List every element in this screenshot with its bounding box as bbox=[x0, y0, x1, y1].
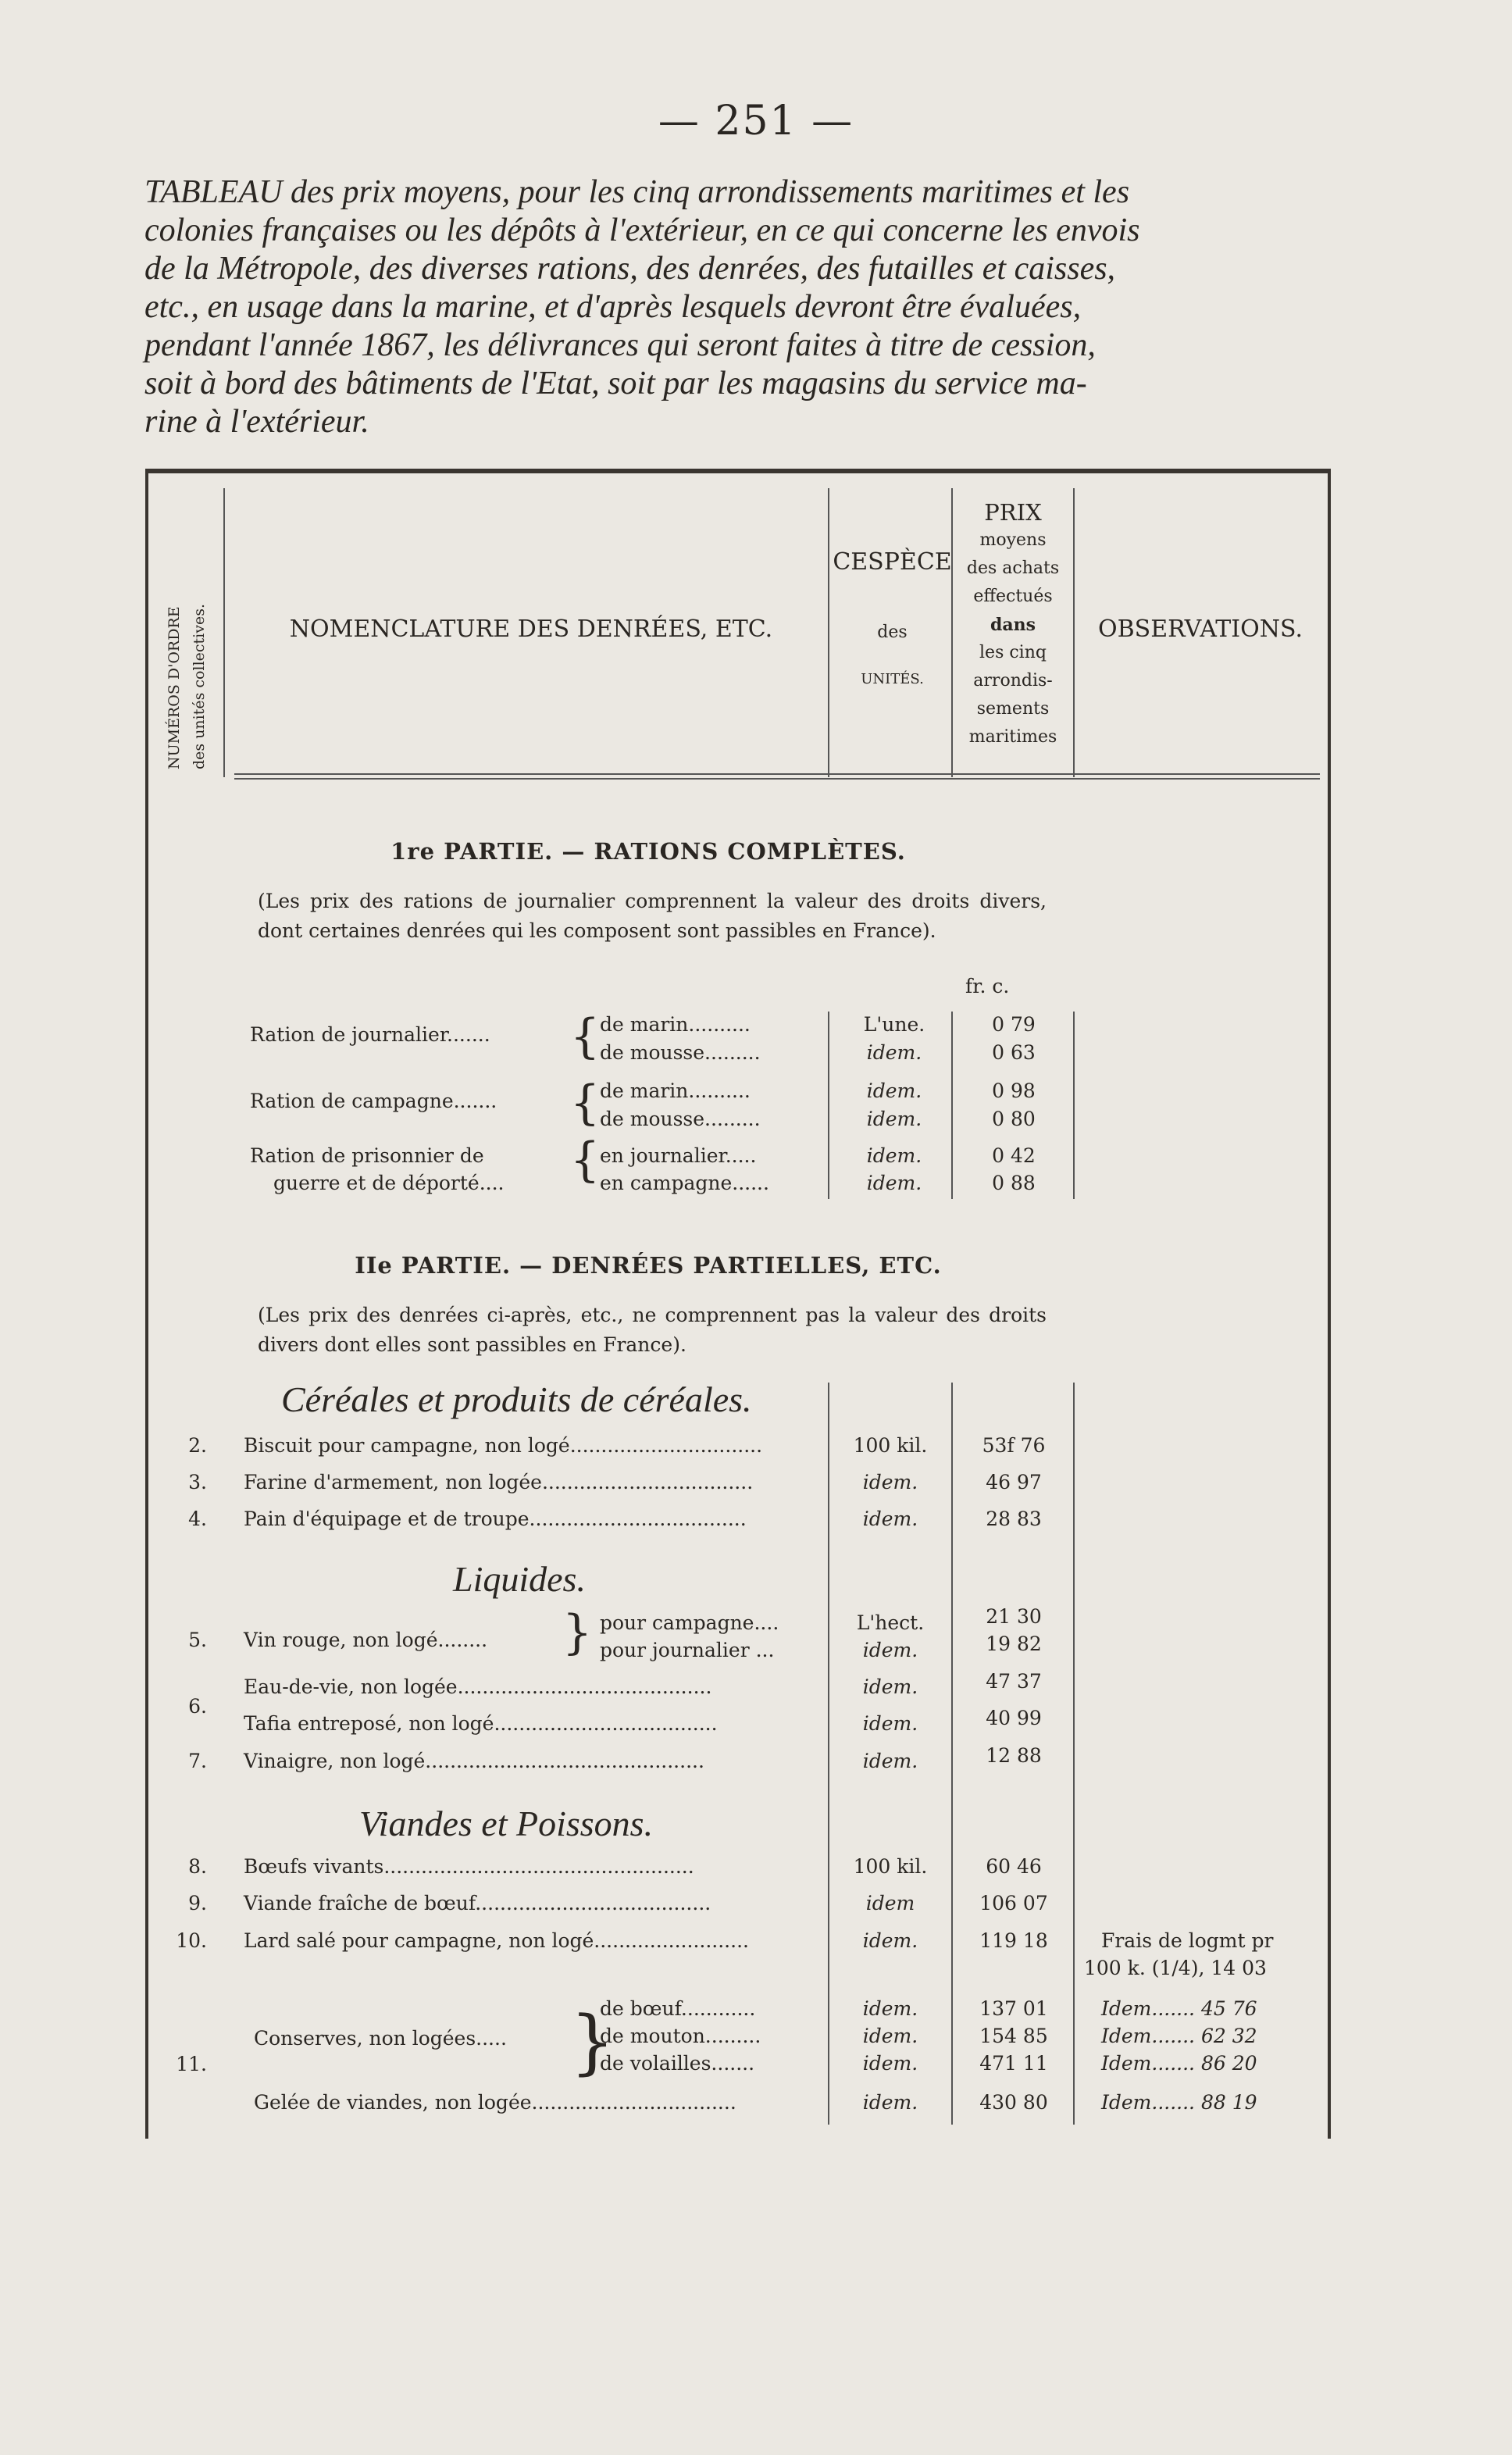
price: 471 11 bbox=[979, 2052, 1048, 2075]
ration-sub: en campagne...... bbox=[600, 1172, 769, 1194]
item-label: Vin rouge, non logé........ bbox=[244, 1629, 488, 1651]
item-label: Biscuit pour campagne, non logé............................... bbox=[244, 1434, 763, 1457]
ration-label: Ration de prisonnier de bbox=[250, 1144, 484, 1167]
item-label: Gelée de viandes, non logée................................. bbox=[254, 2091, 736, 2114]
item-sub: de volailles....... bbox=[600, 2052, 755, 2075]
title-line: etc., en usage dans la marine, et d'après lesquels devront être évaluées, bbox=[144, 289, 1082, 325]
price: 47 37 bbox=[986, 1670, 1042, 1693]
item-sub: de mouton......... bbox=[600, 2025, 761, 2047]
header-rule bbox=[234, 773, 1320, 775]
unit: idem bbox=[865, 1892, 915, 1914]
prix-header-line: les cinq bbox=[979, 643, 1047, 662]
order-number-header bbox=[162, 604, 212, 769]
price: 60 46 bbox=[986, 1855, 1042, 1878]
unit: idem. bbox=[866, 1041, 922, 1064]
title-line: pendant l'année 1867, les délivrances qui seront faites à titre de cession, bbox=[144, 327, 1096, 363]
col-divider bbox=[828, 1012, 829, 1199]
espece-header-line: CESPÈCE bbox=[833, 548, 952, 576]
prix-header-line: sements bbox=[976, 699, 1050, 719]
unit: idem. bbox=[862, 2052, 918, 2075]
order-number: 3. bbox=[188, 1471, 207, 1493]
unit: idem. bbox=[866, 1172, 922, 1194]
item-label: Eau-de-vie, non logée......................................... bbox=[244, 1675, 712, 1698]
ration-sub: de marin.......... bbox=[600, 1079, 751, 1102]
ration-sub: de mousse......... bbox=[600, 1041, 761, 1064]
title-line: de la Métropole, des diverses rations, des denrées, des futailles et caisses, bbox=[144, 251, 1116, 287]
price: 137 01 bbox=[979, 1997, 1048, 2020]
order-number: 6. bbox=[188, 1695, 207, 1718]
title-line: colonies françaises ou les dépôts à l'extérieur, en ce qui concerne les envois bbox=[144, 212, 1140, 248]
ration-sub: de mousse......... bbox=[600, 1108, 761, 1130]
item-label: Viande fraîche de bœuf...................................... bbox=[244, 1892, 711, 1914]
ration-sub: de marin.......... bbox=[600, 1013, 751, 1036]
part1-note: (Les prix des rations de journalier comprennent la valeur des droits divers, dont certaines denrées qui les composent sont passibles en France). bbox=[258, 890, 1047, 942]
ration-sub: en journalier..... bbox=[600, 1144, 757, 1167]
part1-title: 1re PARTIE. — RATIONS COMPLÈTES. bbox=[390, 838, 906, 865]
currency-header: fr. c. bbox=[965, 975, 1010, 997]
item-label: Lard salé pour campagne, non logé......................... bbox=[244, 1929, 749, 1952]
brace: } bbox=[562, 1605, 593, 1660]
col-divider bbox=[223, 488, 225, 777]
brace: { bbox=[570, 1076, 601, 1130]
prix-header-line: dans bbox=[990, 615, 1036, 635]
title-line: rine à l'extérieur. bbox=[144, 404, 369, 440]
order-number: 7. bbox=[188, 1750, 207, 1772]
observation: 100 k. (1/4), 14 03 bbox=[1084, 1957, 1267, 1979]
prix-header-line: des achats bbox=[966, 558, 1060, 578]
order-number: 4. bbox=[188, 1508, 207, 1530]
ration-label: Ration de campagne....... bbox=[250, 1090, 497, 1112]
title-line: TABLEAU des prix moyens, pour les cinq arrondissements maritimes et les bbox=[144, 174, 1130, 210]
unit: idem. bbox=[862, 1750, 918, 1772]
table-title bbox=[144, 173, 1328, 441]
price: 21 30 bbox=[986, 1605, 1042, 1628]
price: 40 99 bbox=[986, 1707, 1042, 1729]
price: 19 82 bbox=[986, 1633, 1042, 1655]
item-label: Farine d'armement, non logée.................................. bbox=[244, 1471, 754, 1493]
item-label: Vinaigre, non logé............................................. bbox=[244, 1750, 704, 1772]
price: 53f 76 bbox=[982, 1434, 1046, 1457]
unit: idem. bbox=[862, 1929, 918, 1952]
unit: L'une. bbox=[863, 1013, 925, 1036]
col-divider bbox=[1073, 488, 1075, 777]
item-sub: pour journalier ... bbox=[600, 1639, 775, 1661]
ration-label: guerre et de déporté.... bbox=[273, 1172, 505, 1194]
price: 0 98 bbox=[992, 1079, 1036, 1102]
price: 46 97 bbox=[986, 1471, 1042, 1493]
unit: L'hect. bbox=[856, 1611, 925, 1634]
unit: 100 kil. bbox=[853, 1855, 928, 1878]
col-divider bbox=[828, 1383, 829, 2125]
order-number: 9. bbox=[188, 1892, 207, 1914]
item-sub: pour campagne.... bbox=[600, 1611, 779, 1634]
price: 106 07 bbox=[979, 1892, 1048, 1914]
part2-title: IIe PARTIE. — DENRÉES PARTIELLES, ETC. bbox=[355, 1252, 942, 1279]
order-header-line: NUMÉROS D'ORDRE bbox=[166, 606, 183, 769]
observation: Frais de logmt pr bbox=[1101, 1929, 1274, 1952]
category-heading: Liquides. bbox=[453, 1559, 586, 1599]
page-number: — 251 — bbox=[658, 98, 854, 145]
unit: idem. bbox=[862, 1508, 918, 1530]
order-number: 2. bbox=[188, 1434, 207, 1457]
col-divider bbox=[828, 488, 829, 777]
order-number: 10. bbox=[176, 1929, 207, 1952]
unit: idem. bbox=[862, 2091, 918, 2114]
item-sub: de bœuf............ bbox=[600, 1997, 756, 2020]
unit: idem. bbox=[866, 1079, 922, 1102]
ration-label: Ration de journalier....... bbox=[250, 1023, 490, 1046]
title-line: soit à bord des bâtiments de l'Etat, soit par les magasins du service ma- bbox=[144, 366, 1087, 401]
order-header-line: des unités collectives. bbox=[191, 603, 208, 769]
prix-header-line: maritimes bbox=[968, 727, 1057, 747]
unit: 100 kil. bbox=[853, 1434, 928, 1457]
prix-header-line: effectués bbox=[973, 587, 1053, 606]
price: 430 80 bbox=[979, 2091, 1048, 2114]
unit: idem. bbox=[862, 1997, 918, 2020]
col-divider bbox=[951, 1383, 953, 2125]
price: 154 85 bbox=[979, 2025, 1048, 2047]
brace: { bbox=[570, 1009, 601, 1064]
part2-note: (Les prix des denrées ci-après, etc., ne comprennent pas la valeur des droits divers dont elles sont passibles en France). bbox=[258, 1304, 1047, 1356]
price: 28 83 bbox=[986, 1508, 1042, 1530]
header-rule bbox=[234, 778, 1320, 780]
category-heading: Viandes et Poissons. bbox=[359, 1804, 654, 1843]
brace: { bbox=[570, 1133, 601, 1187]
order-number: 11. bbox=[176, 2053, 207, 2075]
prix-header-line: arrondis- bbox=[973, 671, 1053, 690]
espece-header bbox=[832, 547, 953, 695]
unit: idem. bbox=[862, 1639, 918, 1661]
price: 0 42 bbox=[992, 1144, 1036, 1167]
unit: idem. bbox=[862, 1712, 918, 1735]
prix-header bbox=[954, 498, 1072, 751]
price: 0 88 bbox=[992, 1172, 1036, 1194]
order-number: 5. bbox=[188, 1629, 207, 1651]
price: 0 63 bbox=[992, 1041, 1036, 1064]
prix-header-line: moyens bbox=[979, 530, 1047, 550]
prix-header-line: PRIX bbox=[984, 499, 1042, 526]
item-label: Bœufs vivants.................................................. bbox=[244, 1855, 694, 1878]
observation: Idem....... 45 76 bbox=[1101, 1997, 1257, 2020]
col-divider bbox=[1073, 1012, 1075, 1199]
unit: idem. bbox=[862, 1675, 918, 1698]
item-label: Tafia entreposé, non logé.................................... bbox=[244, 1712, 718, 1735]
price: 0 79 bbox=[992, 1013, 1036, 1036]
unit: idem. bbox=[866, 1144, 922, 1167]
item-label: Pain d'équipage et de troupe................................... bbox=[244, 1508, 747, 1530]
unit: idem. bbox=[862, 2025, 918, 2047]
category-heading: Céréales et produits de céréales. bbox=[281, 1379, 752, 1419]
col-divider bbox=[1073, 1383, 1075, 2125]
col-divider bbox=[951, 1012, 953, 1199]
price: 12 88 bbox=[986, 1744, 1042, 1767]
unit: idem. bbox=[866, 1108, 922, 1130]
nomenclature-header: NOMENCLATURE DES DENRÉES, ETC. bbox=[289, 616, 773, 643]
observation: Idem....... 86 20 bbox=[1101, 2052, 1257, 2075]
observation: Idem....... 88 19 bbox=[1101, 2091, 1257, 2114]
unit: idem. bbox=[862, 1471, 918, 1493]
observation: Idem....... 62 32 bbox=[1101, 2025, 1257, 2047]
order-number: 8. bbox=[188, 1855, 207, 1878]
price: 119 18 bbox=[979, 1929, 1048, 1952]
espece-header-line: des bbox=[877, 623, 908, 642]
brace: } bbox=[570, 2001, 615, 2083]
price: 0 80 bbox=[992, 1108, 1036, 1130]
item-label: Conserves, non logées..... bbox=[254, 2027, 507, 2050]
espece-header-line: UNITÉS. bbox=[861, 671, 924, 687]
observations-header: OBSERVATIONS. bbox=[1098, 616, 1303, 643]
